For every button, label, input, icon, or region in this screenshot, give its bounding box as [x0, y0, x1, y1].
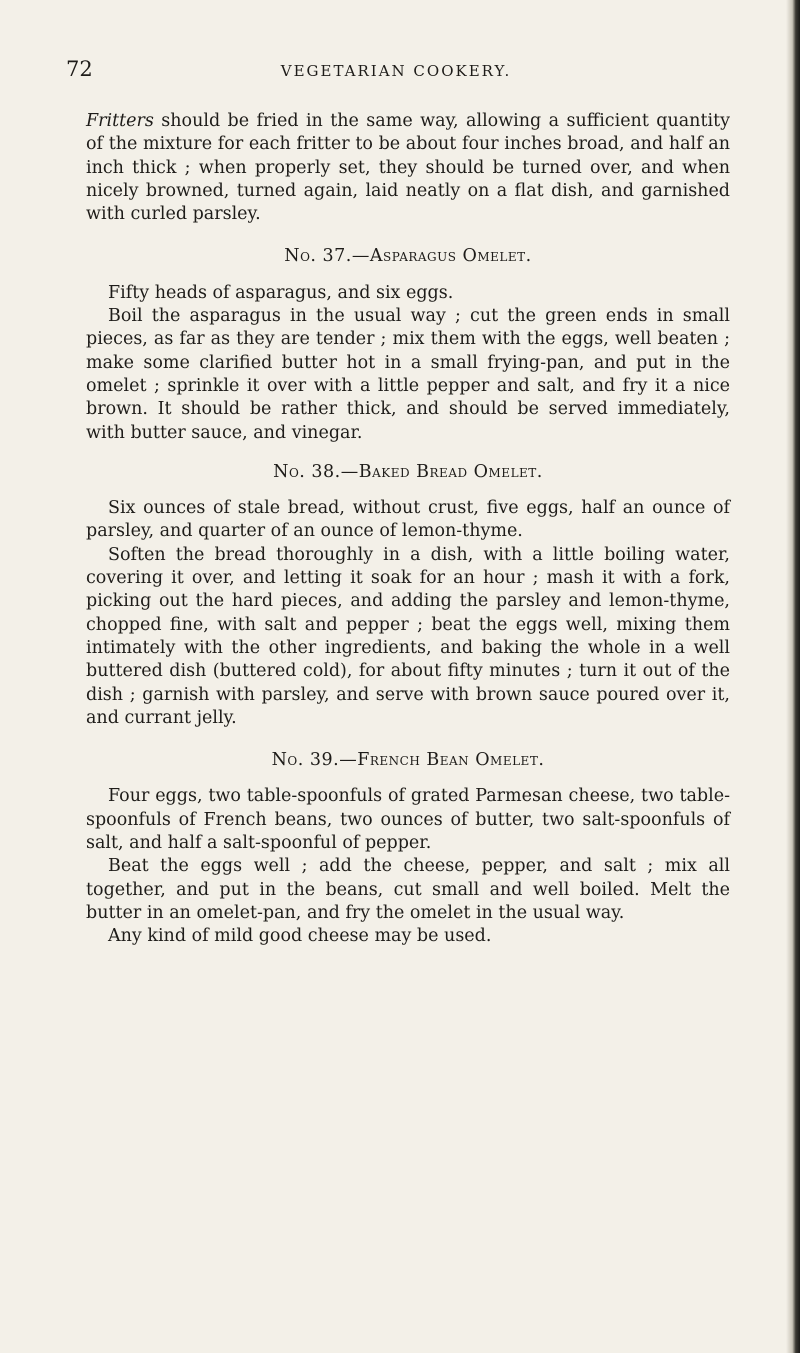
- recipe-heading-38: No. 38.—Baked Bread Omelet.: [273, 461, 543, 482]
- recipe-note-39: Any kind of mild good cheese may be used.: [108, 926, 492, 947]
- recipe-method-38: Soften the bread thoroughly in a dish, with a little boiling water, covering it over, and letting it soak for an hour ; mash it with a fork, picking out the hard pieces, and adding the parsley and lemon-thyme, chopped fine, with salt and pepper ; beat the eggs well, mixing them intimately with the other ingredients, and baking the whole in a well buttered dish (buttered cold), for about fifty minutes ; turn it out of the dish ; garnish with parsley, and serve with brown sauce poured over it, and currant jelly.: [86, 544, 730, 728]
- recipe-method-37: Boil the asparagus in the usual way ; cut the green ends in small pieces, as far as they are tender ; mix them with the eggs, well beaten ; make some clarified butter hot in a small frying-pan, and put in the omelet ; sprinkle it over with a little pepper and salt, and fry it a nice brown. It should be rather thick, and should be served immediately, with butter sauce, and vinegar.: [86, 306, 730, 443]
- running-head: VEGETARIAN COOKERY.: [280, 62, 512, 80]
- recipe-ingredients-37: Fifty heads of asparagus, and six eggs.: [108, 282, 454, 303]
- page-header: [66, 56, 726, 86]
- recipe-ingredients-39: Four eggs, two table-spoonfuls of grated Parmesan cheese, two table-spoonfuls of French beans, two ounces of butter, two salt-spoonfuls of salt, and half a salt-spoonful of pepper.: [86, 786, 730, 854]
- recipe-method-39: Beat the eggs well ; add the cheese, pepper, and salt ; mix all together, and put in the beans, cut small and well boiled. Melt the butter in an omelet-pan, and fry the omelet in the usual way.: [86, 856, 730, 923]
- intro-text: should be fried in the same way, allowing a sufficient quantity of the mixture for each fritter to be about four inches broad, and half an inch thick ; when properly set, they should be turned over, and when nicely browned, turned again, laid neatly on a flat dish, and garnished with curled parsley.: [86, 111, 730, 225]
- intro-paragraph: [86, 110, 730, 226]
- recipe-heading-37: No. 37.—Asparagus Omelet.: [284, 246, 532, 267]
- recipe-heading-39: No. 39.—French Bean Omelet.: [271, 750, 545, 771]
- page-edge-shadow: [786, 0, 800, 1353]
- recipe-ingredients-38: Six ounces of stale bread, without crust, five eggs, half an ounce of parsley, and quarter of an ounce of lemon-thyme.: [86, 498, 730, 542]
- page-number: 72: [66, 57, 93, 81]
- page-body: [86, 110, 730, 949]
- intro-lead-word: Fritters: [86, 111, 154, 131]
